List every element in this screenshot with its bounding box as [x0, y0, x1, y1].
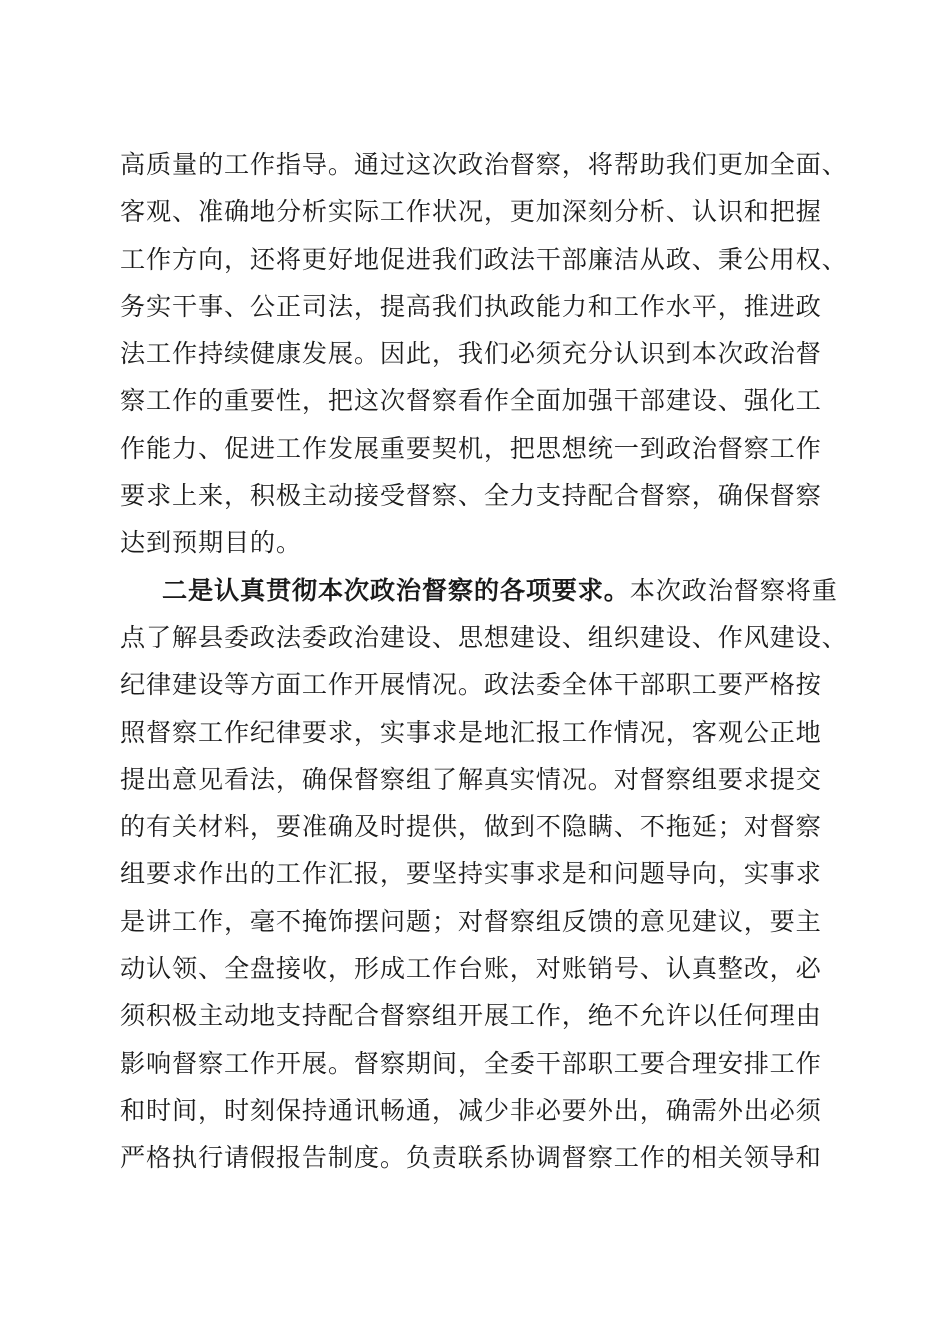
- text-line: 务实干事、公正司法，提高我们执政能力和工作水平，推进政: [120, 291, 822, 321]
- text-line: 须积极主动地支持配合督察组开展工作，绝不允许以任何理由: [120, 1001, 822, 1031]
- text-line: 察工作的重要性，把这次督察看作全面加强干部建设、强化工: [120, 386, 822, 416]
- text-line: 客观、准确地分析实际工作状况，更加深刻分析、认识和把握: [120, 197, 822, 227]
- text-line: 动认领、全盘接收，形成工作台账，对账销号、认真整改，必: [120, 954, 822, 984]
- text-line: 法工作持续健康发展。因此，我们必须充分认识到本次政治督: [120, 339, 822, 369]
- text-line: 高质量的工作指导。通过这次政治督察，将帮助我们更加全面、: [120, 150, 848, 179]
- text-line: 作能力、促进工作发展重要契机，把思想统一到政治督察工作: [120, 433, 822, 463]
- text-line: 照督察工作纪律要求，实事求是地汇报工作情况，客观公正地: [120, 717, 822, 747]
- text-line: 严格执行请假报告制度。负责联系协调督察工作的相关领导和: [120, 1143, 822, 1173]
- text-line: 影响督察工作开展。督察期间，全委干部职工要合理安排工作: [120, 1048, 822, 1078]
- paragraph-1: [120, 141, 848, 567]
- text-line: 工作方向，还将更好地促进我们政法干部廉洁从政、秉公用权、: [120, 244, 848, 274]
- paragraph-2-first-line: [120, 567, 840, 614]
- section-heading: 二是认真贯彻本次政治督察的各项要求。: [162, 574, 630, 605]
- text-line: 是讲工作，毫不掩饰摆问题；对督察组反馈的意见建议，要主: [120, 906, 822, 936]
- text-line: 达到预期目的。: [120, 528, 302, 558]
- text-line: 点了解县委政法委政治建设、思想建设、组织建设、作风建设、: [120, 622, 848, 652]
- text-line: 纪律建设等方面工作开展情况。政法委全体干部职工要严格按: [120, 670, 822, 700]
- text-run: 本次政治督察将重: [629, 575, 838, 605]
- text-line: 要求上来，积极主动接受督察、全力支持配合督察，确保督察: [120, 481, 822, 511]
- text-line: 提出意见看法，确保督察组了解真实情况。对督察组要求提交: [120, 764, 822, 794]
- document-body: [120, 141, 848, 1182]
- text-line: 和时间，时刻保持通讯畅通，减少非必要外出，确需外出必须: [120, 1095, 822, 1125]
- paragraph-2: [120, 567, 848, 1182]
- text-line: 组要求作出的工作汇报，要坚持实事求是和问题导向，实事求: [120, 859, 822, 889]
- text-line: 的有关材料，要准确及时提供，做到不隐瞒、不拖延；对督察: [120, 812, 822, 842]
